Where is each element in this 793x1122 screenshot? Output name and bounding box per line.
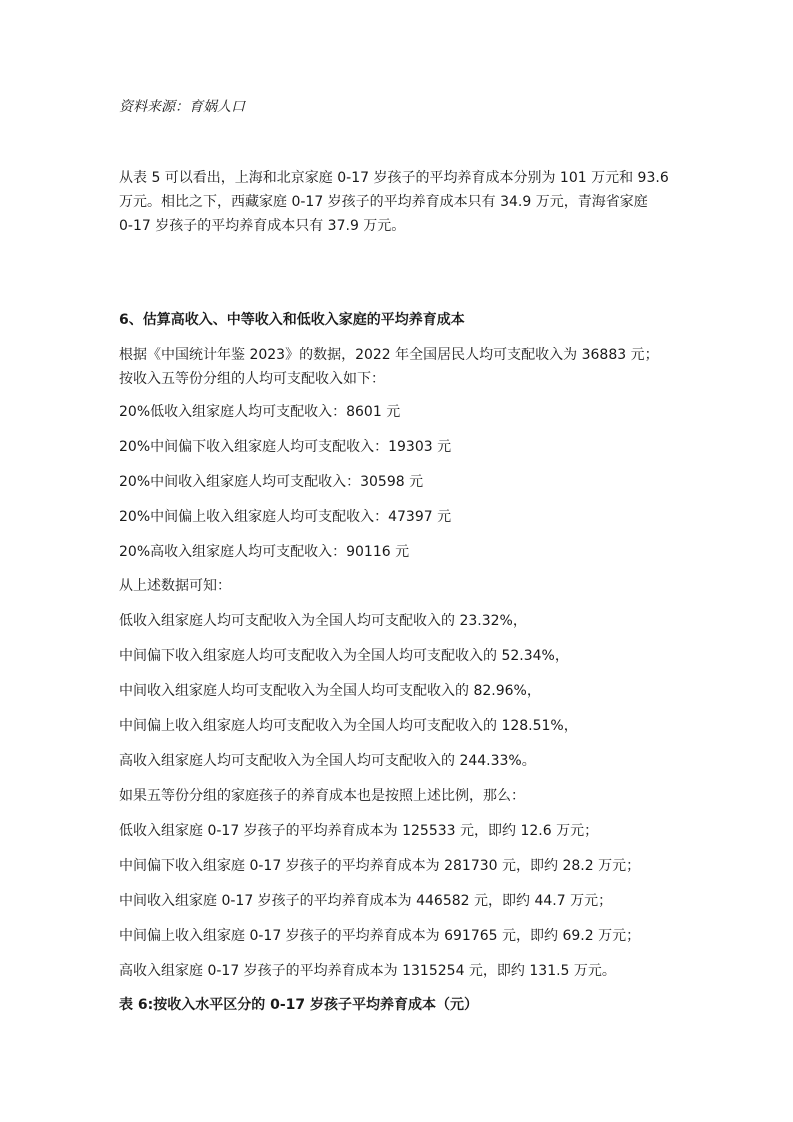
ratio-upper-middle: 中间偏上收入组家庭人均可支配收入为全国人均可支配收入的 128.51%， (119, 718, 578, 734)
intro-paragraph-line-2: 万元。相比之下，西藏家庭 0-17 岁孩子的平均养育成本只有 34.9 万元，青海省家庭 (119, 194, 648, 210)
ratio-low: 低收入组家庭人均可支配收入为全国人均可支配收入的 23.32%， (119, 613, 527, 629)
income-group-low: 20%低收入组家庭人均可支配收入：8601 元 (119, 404, 401, 420)
cost-intro: 如果五等份分组的家庭孩子的养育成本也是按照上述比例，那么： (119, 788, 525, 804)
stats-intro-line-2: 按收入五等份分组的人均可支配收入如下： (119, 371, 385, 387)
cost-high: 高收入组家庭 0-17 岁孩子的平均养育成本为 1315254 元，即约 131.5 万元。 (119, 963, 616, 979)
table-caption: 表 6:按收入水平区分的 0-17 岁孩子平均养育成本（元） (119, 997, 478, 1013)
cost-upper-middle: 中间偏上收入组家庭 0-17 岁孩子的平均养育成本为 691765 元，即约 69.2 万元； (119, 928, 641, 944)
cost-low: 低收入组家庭 0-17 岁孩子的平均养育成本为 125533 元，即约 12.6 万元； (119, 823, 599, 839)
income-group-high: 20%高收入组家庭人均可支配收入：90116 元 (119, 544, 410, 560)
source-note: 资料来源：育娲人口 (119, 99, 245, 115)
income-group-lower-middle: 20%中间偏下收入组家庭人均可支配收入：19303 元 (119, 439, 452, 455)
income-group-middle: 20%中间收入组家庭人均可支配收入：30598 元 (119, 474, 424, 490)
cost-lower-middle: 中间偏下收入组家庭 0-17 岁孩子的平均养育成本为 281730 元，即约 28.2 万元； (119, 858, 641, 874)
intro-paragraph-line-3: 0-17 岁孩子的平均养育成本只有 37.9 万元。 (119, 218, 406, 234)
income-group-upper-middle: 20%中间偏上收入组家庭人均可支配收入：47397 元 (119, 509, 452, 525)
stats-intro-line-1: 根据《中国统计年鉴 2023》的数据，2022 年全国居民人均可支配收入为 36883 元； (119, 347, 659, 363)
section-heading: 6、估算高收入、中等收入和低收入家庭的平均养育成本 (119, 312, 465, 328)
cost-middle: 中间收入组家庭 0-17 岁孩子的平均养育成本为 446582 元，即约 44.7 万元； (119, 893, 613, 909)
intro-paragraph-line-1: 从表 5 可以看出，上海和北京家庭 0-17 岁孩子的平均养育成本分别为 101 万元和 93.6 (119, 170, 669, 186)
conclusion-intro: 从上述数据可知： (119, 578, 231, 594)
ratio-middle: 中间收入组家庭人均可支配收入为全国人均可支配收入的 82.96%， (119, 683, 541, 699)
ratio-high: 高收入组家庭人均可支配收入为全国人均可支配收入的 244.33%。 (119, 753, 536, 769)
ratio-lower-middle: 中间偏下收入组家庭人均可支配收入为全国人均可支配收入的 52.34%， (119, 648, 569, 664)
